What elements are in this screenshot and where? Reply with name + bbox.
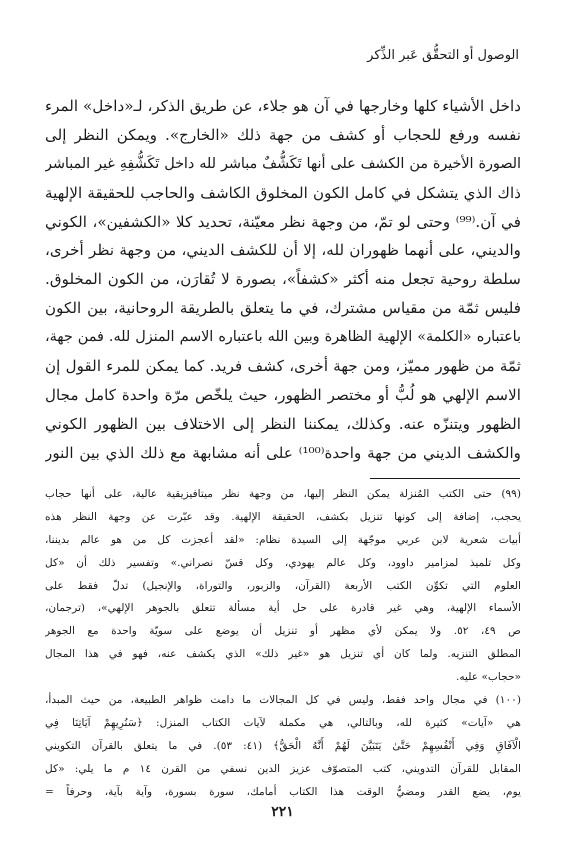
body-line: سلطة روحية تجعل منه أكثر «كشفاً»، بصورة لا تُقارَن، من الكون المخلوق. xyxy=(45,270,521,289)
body-line: داخل الأشياء كلها وخارجها في آن هو جلاء، عن طريق الذكر، لـ«داخل» المرء xyxy=(45,97,521,115)
footnote-line: يحجب، إضافة إلى كونها تنزيل بكشف، الحقيقة الإلهية. وقد عبّرت عن وجهة النظر هذه xyxy=(45,510,521,523)
footnote-line: أبيات شعرية لابن عربي موجّهة إلى السيدة نظام: «لقد أعجزت كل من هو عالم بديننا، xyxy=(45,533,521,546)
footnote-line: هي «آيات» كثيرة لله، وبالتالي، هي مكملة لآيات الكتاب المنزل: ﴿سَنُرِيهِمْ آيَاتِنَا فِي xyxy=(45,716,521,729)
body-line: نفسه ورفع للحجاب أو كشف من جهة ذلك «الخارج». ويمكن النظر إلى xyxy=(45,125,521,144)
footnotes xyxy=(45,483,521,803)
page-number: ٢٢١ xyxy=(271,804,294,820)
footnote-line: وكل تلميذ لمزامير داوود، وكل عالم يهودي، وكل قسّ نصراني.» وتفسير ذلك أن «كل xyxy=(45,556,521,569)
footnote-line: المقابل للقرآن التدويني، كتب المتصوّف عزيز الدين نسفي من القرن ١٤ م ما يلي: «كل xyxy=(45,762,521,775)
body-line: والديني، على أنهما ظهوران لله، إلا أن للكشف الديني، من وجهة نظر أخرى، xyxy=(45,241,521,260)
body-line: باعتباره «الكلمة» الإلهية الظاهرة وبين الله باعتباره الاسم المنزل لله. فمن جهة، xyxy=(45,329,521,346)
body-line: الظهور ويتنزّه عنه. وكذلك، يمكننا النظر إلى الاختلاف بين الظهور الكوني xyxy=(45,414,521,433)
footnote-line: ص ٤٩، ٥٢. ولا يمكن لأي مظهر أو تنزيل أن يوضع على سويّة واحدة مع الجوهر xyxy=(45,625,521,638)
body-text xyxy=(45,92,521,468)
body-line: الاسم الإلهي هو لُبُّ أو مختصر الظهور، حيث يلخّص مرّة واحدة كامل مجال xyxy=(45,385,521,404)
body-line: في آن.⁽⁹⁹⁾ وحتى لو تمّ، من وجهة نظر معيّنة، تحديد كلا «الكشفين»، الكوني xyxy=(45,212,521,231)
body-line: والكشف الديني من جهة واحدة⁽¹⁰⁰⁾ على أنه مشابهة مع ذلك الذي بين النور xyxy=(45,443,521,462)
body-line: ثمّة من ظهور مميّز، ومن جهة أخرى، كشف فريد. كما يمكن للمرء القول إن xyxy=(45,357,521,376)
body-line: ذاك الذي يتشكل في كامل الكون المخلوق الكاشف والحاجب للحقيقة الإلهية xyxy=(45,183,521,202)
footnote-line: الأسماء الإلهية، وهي غير قادرة على حل أية مسألة تتعلق بالجوهر الإلهي»، (ترجمان، xyxy=(45,602,521,615)
footnote-line: (١٠٠) في مجال واحد فقط، وليس في كل المجالات ما دامت ظواهر الطبيعة، من حيث المبدأ، xyxy=(45,694,521,707)
body-line: الصورة الأخيرة من الكشف على أنها تَكَشُّفٌ مباشر لله داخل تَكَشُّفِهِ غير المباشر xyxy=(45,155,521,172)
footnote-line: العلوم التي تكوِّن الكتب الأربعة (القرآن، والزبور، والتوراة، والإنجيل) تدلّ فقط على xyxy=(45,579,521,592)
footnote-line: يوم، يضع القدر ومضيُّ الوقت هذا الكتاب أمامك، سورة بسورة، وآية بآية، وحرفاً = xyxy=(45,785,521,798)
footnote-line: المطلق التنزيه. ولما كان أي تنزيل هو «غير ذلك» الذي يكشف عنه، فهو في هذا المجال xyxy=(45,648,521,661)
footnote-separator xyxy=(370,478,520,479)
body-line: فليس ثمّة من مقياس مشترك، في ما يتعلق بالطريقة الروحانية، بين الكون xyxy=(45,299,521,318)
footnote-line: «حجاب» عليه. xyxy=(456,671,521,684)
running-header: الوصول أو التحقُّق عَبر الذِّكر xyxy=(367,48,519,63)
footnote-line: (٩٩) حتى الكتب المُنزلة يمكن النظر إليها، من وجهة نظر ميتافيزيقية عالية، على أنها حجاب xyxy=(45,488,521,500)
footnote-line: الْآفَاقِ وَفِي أَنْفُسِهِمْ حَتَّىٰ يَتَبَيَّنَ لَهُمْ أَنَّهُ الْحَقُّ﴾ (٤١: ٥٣). في ما يتعلق بالقرآن التكويني xyxy=(45,739,521,752)
